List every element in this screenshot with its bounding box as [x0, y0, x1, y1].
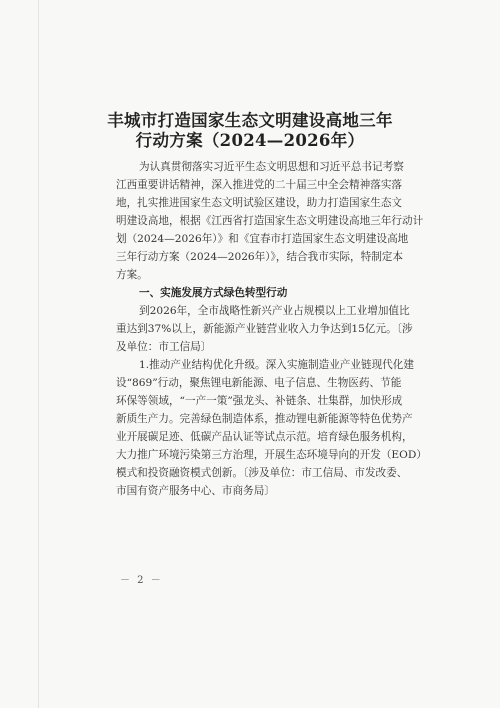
section-heading: 一、实施发展方式绿色转型行动 — [139, 287, 288, 299]
item-line: 大力推广环境污染第三方治理，开展生态环境导向的开发（EOD） — [116, 449, 427, 461]
intro-line: 三年行动方案（2024—2026年）》，结合我市实际，特制定本 — [116, 251, 403, 263]
goal-line: 重达到37%以上，新能源产业链营业收入力争达到15亿元。〔涉 — [116, 323, 413, 335]
item-line: 设“869”行动，聚焦锂电新能源、电子信息、生物医药、节能 — [116, 377, 402, 389]
goal-line: 到2026年，全市战略性新兴产业占规模以上工业增加值比 — [139, 305, 410, 317]
intro-line: 为认真贯彻落实习近平生态文明思想和习近平总书记考察 — [139, 161, 404, 173]
item-line: 模式和投资融资模式创新。〔涉及单位：市工信局、市发改委、 — [116, 467, 408, 479]
item-line: 环保等领域，“一产一策”强龙头、补链条、壮集群，加快形成 — [116, 395, 403, 407]
intro-line: 地，扎实推进国家生态文明试验区建设，助力打造国家生态文 — [116, 197, 403, 209]
intro-line: 划（2024—2026年）》和《宜春市打造国家生态文明建设高地 — [116, 233, 409, 245]
intro-line: 明建设高地，根据《江西省打造国家生态文明建设高地三年行动计 — [116, 215, 424, 227]
item-line: 新质生产力。完善绿色制造体系，推动锂电新能源等特色优势产 — [116, 413, 413, 425]
item-line: 业开展碳足迹、低碳产品认证等试点示范。培育绿色服务机构， — [116, 431, 413, 443]
intro-line: 方案。 — [116, 269, 148, 281]
item-line: 1.推动产业结构优化升级。深入实施制造业产业链现代化建 — [139, 359, 414, 371]
intro-line: 江西重要讲话精神，深入推进党的二十届三中全会精神落实落 — [116, 179, 403, 191]
document-title-line-2: 行动方案（2024—2026年） — [135, 131, 365, 150]
goal-line: 及单位：市工信局〕 — [116, 341, 212, 353]
page-number: － 2 － — [120, 575, 163, 586]
item-line: 市国有资产服务中心、市商务局〕 — [116, 485, 275, 497]
document-title-line-1: 丰城市打造国家生态文明建设高地三年 — [107, 111, 393, 130]
